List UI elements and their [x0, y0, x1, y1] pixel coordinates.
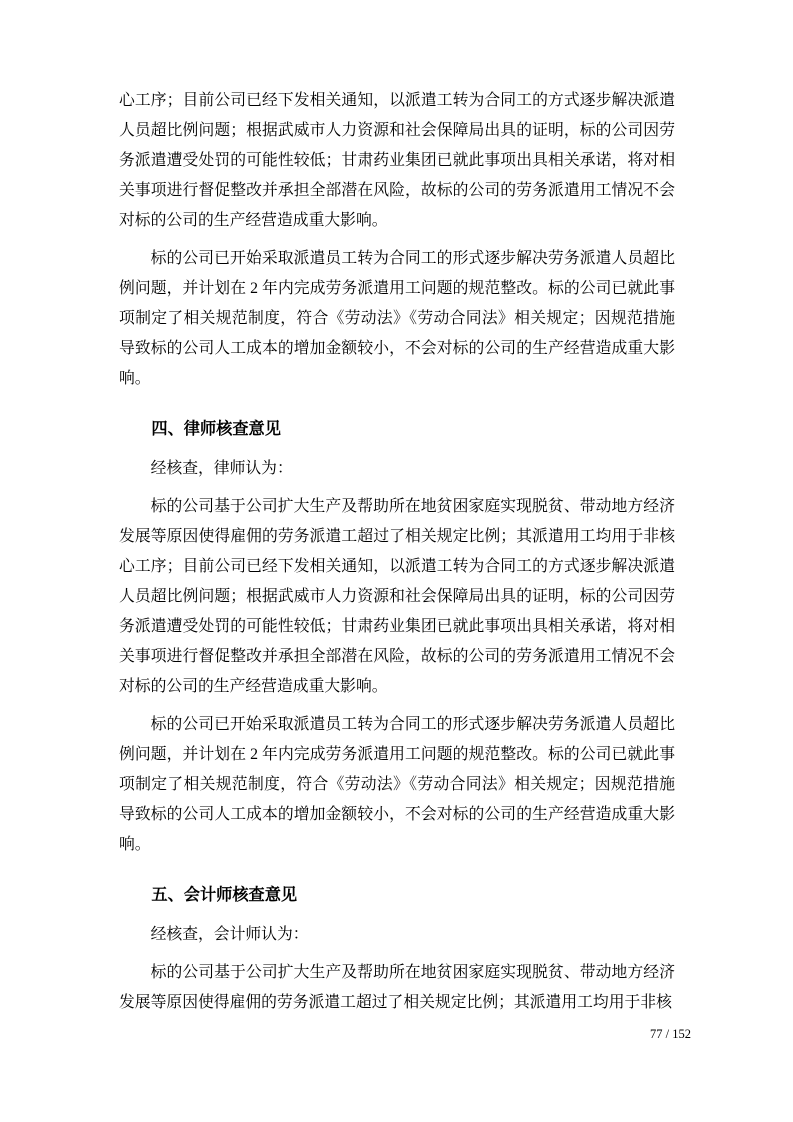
- page-number: 77 / 152: [650, 1027, 691, 1041]
- lawyer-opinion-body: 标的公司基于公司扩大生产及帮助所在地贫困家庭实现脱贫、带动地方经济发展等原因使得雇佣的劳务派遣工超过了相关规定比例；其派遣用工均用于非核心工序；目前公司已经下发相关通知，以派遣工转为合同工的方式逐步解决派遣人员超比例问题；根据武威市人力资源和社会保障局出具的证明，标的公司因劳务派遣遭受处罚的可能性较低；甘肃药业集团已就此事项出具相关承诺，将对相关事项进行督促整改并承担全部潜在风险，故标的公司的劳务派遣用工情况不会对标的公司的生产经营造成重大影响。: [119, 498, 675, 695]
- continuation-paragraph: 心工序；目前公司已经下发相关通知，以派遣工转为合同工的方式逐步解决派遣人员超比例问题；根据武威市人力资源和社会保障局出具的证明，标的公司因劳务派遣遭受处罚的可能性较低；甘肃药业集团已就此事项出具相关承诺，将对相关事项进行督促整改并承担全部潜在风险，故标的公司的劳务派遣用工情况不会对标的公司的生产经营造成重大影响。: [119, 92, 675, 229]
- accountant-opinion-body: 标的公司基于公司扩大生产及帮助所在地贫困家庭实现脱贫、带动地方经济发展等原因使得雇佣的劳务派遣工超过了相关规定比例；其派遣用工均用于非核: [119, 964, 675, 1011]
- section-heading-accountant-opinion: 五、会计师核查意见: [151, 886, 298, 904]
- document-content: [119, 86, 675, 1026]
- lawyer-opinion-intro: 经核查，律师认为：: [150, 460, 293, 477]
- lawyer-rectification-paragraph: 标的公司已开始采取派遣员工转为合同工的形式逐步解决劳务派遣人员超比例问题，并计划在 2 年内完成劳务派遣用工问题的规范整改。标的公司已就此事项制定了相关规范制度，符合《劳动法》《劳动合同法》相关规定；因规范措施导致标的公司人工成本的增加金额较小，不会对标的公司的生产经营造成重大影响。: [119, 716, 675, 853]
- rectification-plan-paragraph: 标的公司已开始采取派遣员工转为合同工的形式逐步解决劳务派遣人员超比例问题，并计划在 2 年内完成劳务派遣用工问题的规范整改。标的公司已就此事项制定了相关规范制度，符合《劳动法》《劳动合同法》相关规定；因规范措施导致标的公司人工成本的增加金额较小，不会对标的公司的生产经营造成重大影响。: [119, 250, 675, 387]
- accountant-opinion-intro: 经核查，会计师认为：: [150, 926, 309, 943]
- section-heading-lawyer-opinion: 四、律师核查意见: [151, 420, 281, 438]
